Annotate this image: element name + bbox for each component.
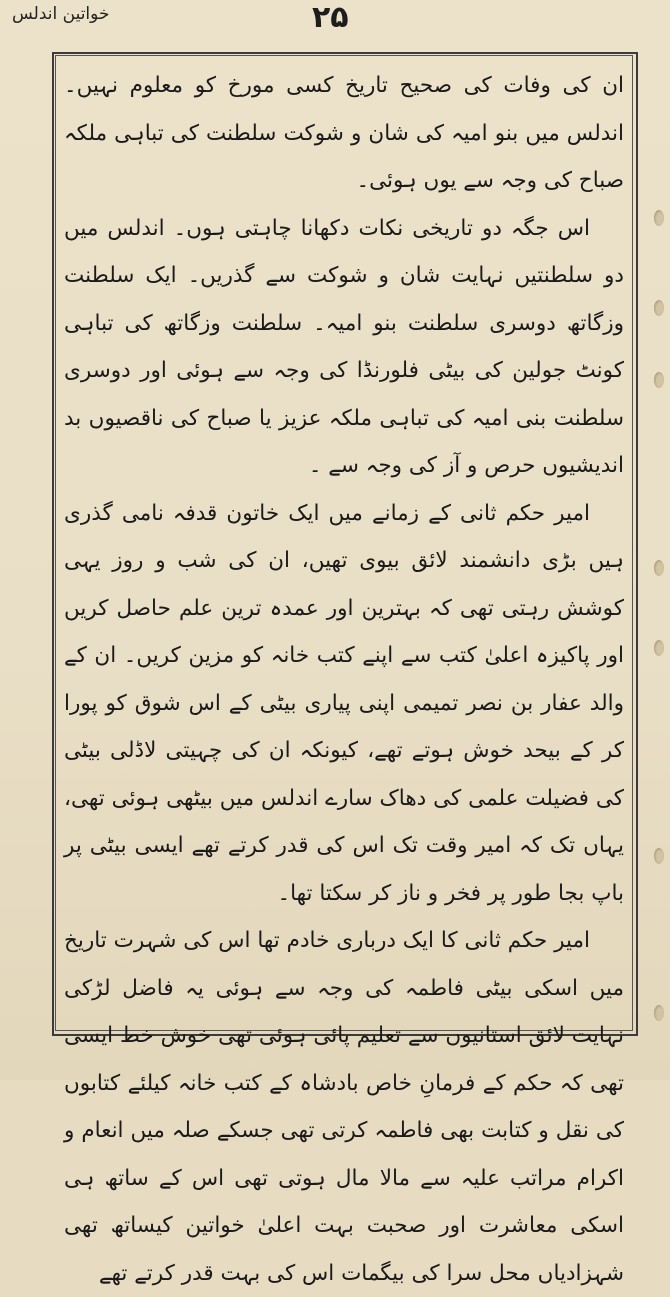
paragraph: اس جگہ دو تاریخی نکات دکھانا چاہتی ہوں۔ اندلس میں دو سلطنتیں نہایت شان و شوکت سے گذریں۔ ایک سلطنت وزگاتھ دوسری سلطنت بنو امیہ۔ سلطنت وزگاتھ کی تباہی کونٹ جولین کی بیٹی فلورنڈا کی وجہ سے ہوئی اور دوسری سلطنت بنی امیہ کی تباہی ملکہ عزیز یا صباح کی ناقصیوں بد اندیشیوں حرص و آز کی وجہ سے ۔	[64, 215, 624, 478]
binding-hole	[654, 560, 664, 576]
running-title: خواتین اندلس	[12, 4, 110, 24]
paragraph: ان کی وفات کی صحیح تاریخ کسی مورخ کو معلوم نہیں۔ اندلس میں بنو امیہ کی شان و شوکت سلطنت کی تباہی ملکہ صباح کی وجہ سے یوں ہوئی۔	[64, 73, 624, 193]
binding-hole	[654, 640, 664, 656]
body-text	[64, 62, 624, 1286]
binding-hole	[654, 300, 664, 316]
page-number: ۲۵	[312, 0, 349, 35]
paragraph: امیر حکم ثانی کے زمانے میں ایک خاتون قدفہ نامی گذری ہیں بڑی دانشمند لائق بیوی تھیں، ان کی شب و روز یہی کوشش رہتی تھی کہ بہترین اور عمدہ ترین علم حاصل کریں اور پاکیزہ اعلیٰ کتب سے اپنے کتب خانہ کو مزین کریں۔ ان کے والد عفار بن نصر تمیمی اپنی پیاری بیٹی کے اس شوق کو پورا کر کے بیحد خوش ہوتے تھے، کیونکہ ان کی چہیتی لاڈلی بیٹی کی فضیلت علمی کی دھاک سارے اندلس میں بیٹھی ہوئی تھی، یہاں تک کہ امیر وقت تک اس کی قدر کرتے تھے ایسی بیٹی پر باپ بجا طور پر فخر و ناز کر سکتا تھا۔	[64, 500, 624, 906]
binding-hole	[654, 372, 664, 388]
binding-hole	[654, 1005, 664, 1021]
binding-hole	[654, 848, 664, 864]
binding-hole	[654, 210, 664, 226]
paragraph: امیر حکم ثانی کا ایک درباری خادم تھا اس کی شہرت تاریخ میں اسکی بیٹی فاطمہ کی وجہ سے ہوئی یہ فاضل لڑکی نہایت لائق استانیوں سے تعلیم پائی ہوئی تھی خوش خط ایسی تھی کہ حکم کے فرمانِ خاص بادشاہ کے کتب خانہ کیلئے کتابوں کی نقل و کتابت بھی فاطمہ کرتی تھی جسکے صلہ میں انعام و اکرام مراتب علیہ سے مالا مال ہوتی تھی اس کے ساتھ ہی اسکی معاشرت اور صحبت بہت اعلیٰ خواتین کیساتھ تھی شہزادیاں محل سرا کی بیگمات اس کی بہت قدر کرتے تھے	[64, 928, 624, 1286]
